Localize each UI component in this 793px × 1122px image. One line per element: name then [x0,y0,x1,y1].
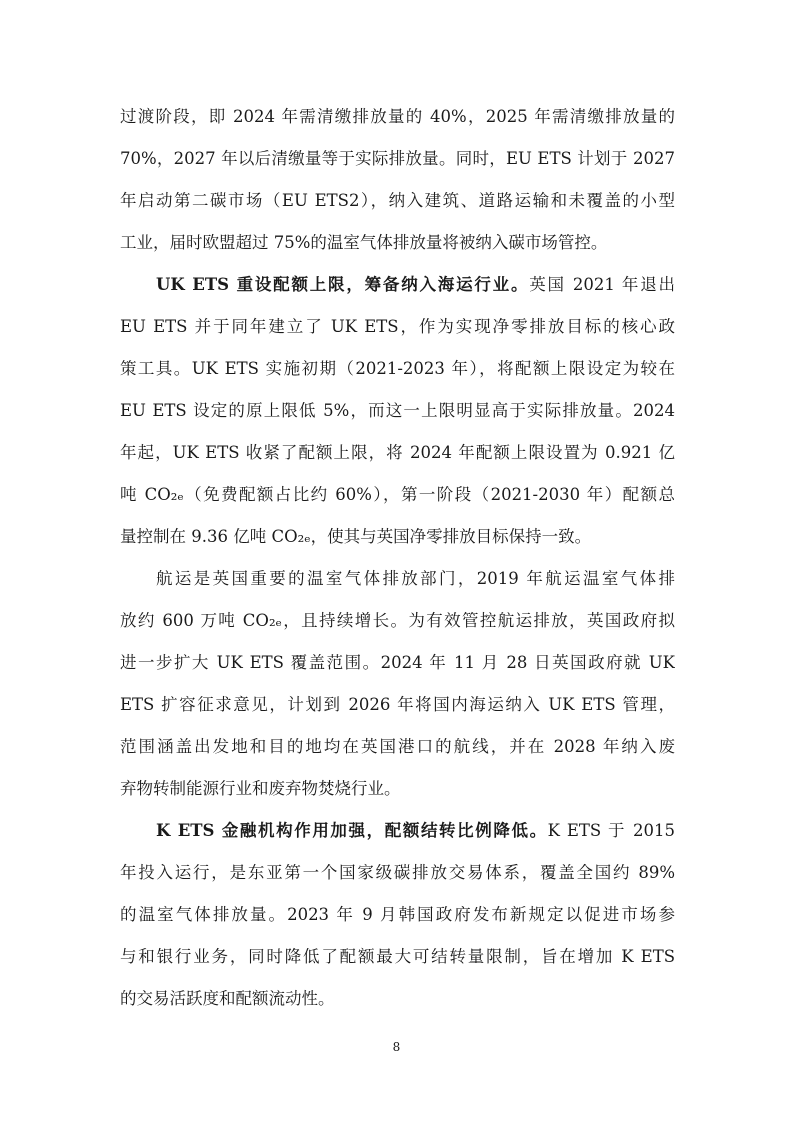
paragraph-2-line-4: EU ETS 设定的原上限低 5%，而这一上限明显高于实际排放量。2024 [120,401,675,420]
paragraph-1-line-4: 工业，届时欧盟超过 75%的温室气体排放量将被纳入碳市场管控。 [120,233,608,252]
paragraph-2-line-5: 年起，UK ETS 收紧了配额上限，将 2024 年配额上限设置为 0.921 亿 [120,443,675,462]
uk-ets-heading: UK ETS 重设配额上限，筹备纳入海运行业。 [156,275,530,294]
paragraph-3-line-3: 进一步扩大 UK ETS 覆盖范围。2024 年 11 月 28 日英国政府就 UK [120,653,675,672]
paragraph-3-line-5: 范围涵盖出发地和目的地均在英国港口的航线，并在 2028 年纳入废 [120,737,675,756]
paragraph-1-line-3: 年启动第二碳市场（EU ETS2），纳入建筑、道路运输和未覆盖的小型 [120,191,675,210]
paragraph-3-line-1: 航运是英国重要的温室气体排放部门，2019 年航运温室气体排 [156,569,675,588]
paragraph-3-line-2: 放约 600 万吨 CO₂ₑ，且持续增长。为有效管控航运排放，英国政府拟 [120,611,675,630]
paragraph-2-line-6: 吨 CO₂ₑ（免费配额占比约 60%），第一阶段（2021-2030 年）配额总 [120,485,675,504]
paragraph-2-line-1 [156,271,675,299]
paragraph-4-line-2: 年投入运行，是东亚第一个国家级碳排放交易体系，覆盖全国约 89% [120,863,675,882]
paragraph-2-line-2: EU ETS 并于同年建立了 UK ETS，作为实现净零排放目标的核心政 [120,317,675,336]
k-ets-heading: K ETS 金融机构作用加强，配额结转比例降低。 [156,821,548,840]
paragraph-4-line-5: 的交易活跃度和配额流动性。 [120,989,335,1008]
paragraph-2-line-1-text: 英国 2021 年退出 [529,275,675,294]
paragraph-1-line-1: 过渡阶段，即 2024 年需清缴排放量的 40%，2025 年需清缴排放量的 [120,107,675,126]
paragraph-1-line-2: 70%，2027 年以后清缴量等于实际排放量。同时，EU ETS 计划于 2027 [120,149,675,168]
paragraph-3-line-4: ETS 扩容征求意见，计划到 2026 年将国内海运纳入 UK ETS 管理， [120,695,675,714]
paragraph-3-line-6: 弃物转制能源行业和废弃物焚烧行业。 [120,779,401,798]
paragraph-4-line-1-text: K ETS 于 2015 [547,821,675,840]
paragraph-2-line-7: 量控制在 9.36 亿吨 CO₂ₑ，使其与英国净零排放目标保持一致。 [120,527,592,546]
paragraph-4-line-1 [156,817,675,845]
paragraph-4-line-4: 与和银行业务，同时降低了配额最大可结转量限制，旨在增加 K ETS [120,947,675,966]
paragraph-2-line-3: 策工具。UK ETS 实施初期（2021-2023 年），将配额上限设定为较在 [120,359,675,378]
paragraph-4-line-3: 的温室气体排放量。2023 年 9 月韩国政府发布新规定以促进市场参 [120,905,675,924]
page-number: 8 [392,1040,401,1054]
